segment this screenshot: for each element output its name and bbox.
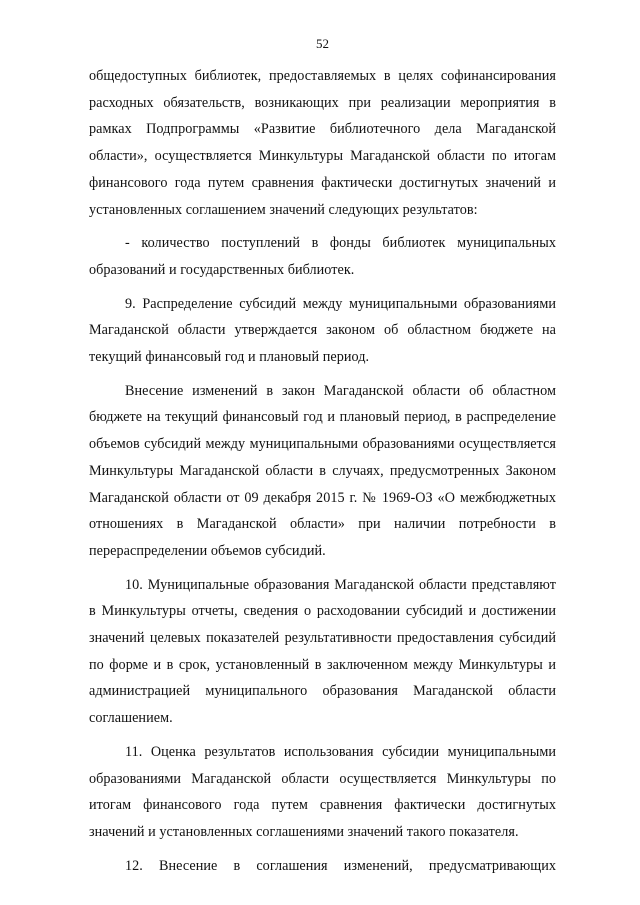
page-number: 52 [316,36,329,51]
paragraph-clause-9: 9. Распределение субсидий между муниципальными образованиями Магаданской области утверждается законом об областном бюджете на текущий финансовый год и плановый период. [89,295,556,366]
paragraph-amendments: Внесение изменений в закон Магаданской области об областном бюджете на текущий финансовый год и плановый период, в распределение объемов субсидий между муниципальными образованиями осуществляется Минкультуры Магаданской области в случаях, предусмотренных Законом Магаданской области от 09 декабря 2015 г. № 1969-ОЗ «О межбюджетных отношениях в Магаданской области» при наличии потребности в перераспределении объемов субсидий. [89,382,556,559]
paragraph-clause-11: 11. Оценка результатов использования субсидии муниципальными образованиями Магаданской области осуществляется Минкультуры по итогам финансового года путем сравнения фактически достигнутых значений и установленных соглашениями значений такого показателя. [89,743,556,840]
paragraph-list-item: - количество поступлений в фонды библиотек муниципальных образований и государственных библиотек. [89,235,556,278]
paragraph-continuation: общедоступных библиотек, предоставляемых в целях софинансирования расходных обязательств, возникающих при реализации мероприятия в рамках Подпрограммы «Развитие библиотечного дела Магаданской области», осуществляется Минкультуры Магаданской области по итогам финансового года путем сравнения фактически достигнутых значений и установленных соглашением значений следующих результатов: [89,68,556,218]
paragraph-clause-10: 10. Муниципальные образования Магаданской области представляют в Минкультуры отчеты, сведения о расходовании субсидий и достижении значений целевых показателей результативности предоставления субсидий по форме и в срок, установленный в заключенном между Минкультуры и администрацией муниципального образования Магаданской области соглашением. [89,576,556,727]
paragraph-clause-12: 12. Внесение в соглашения изменений, предусматривающих [125,857,556,874]
